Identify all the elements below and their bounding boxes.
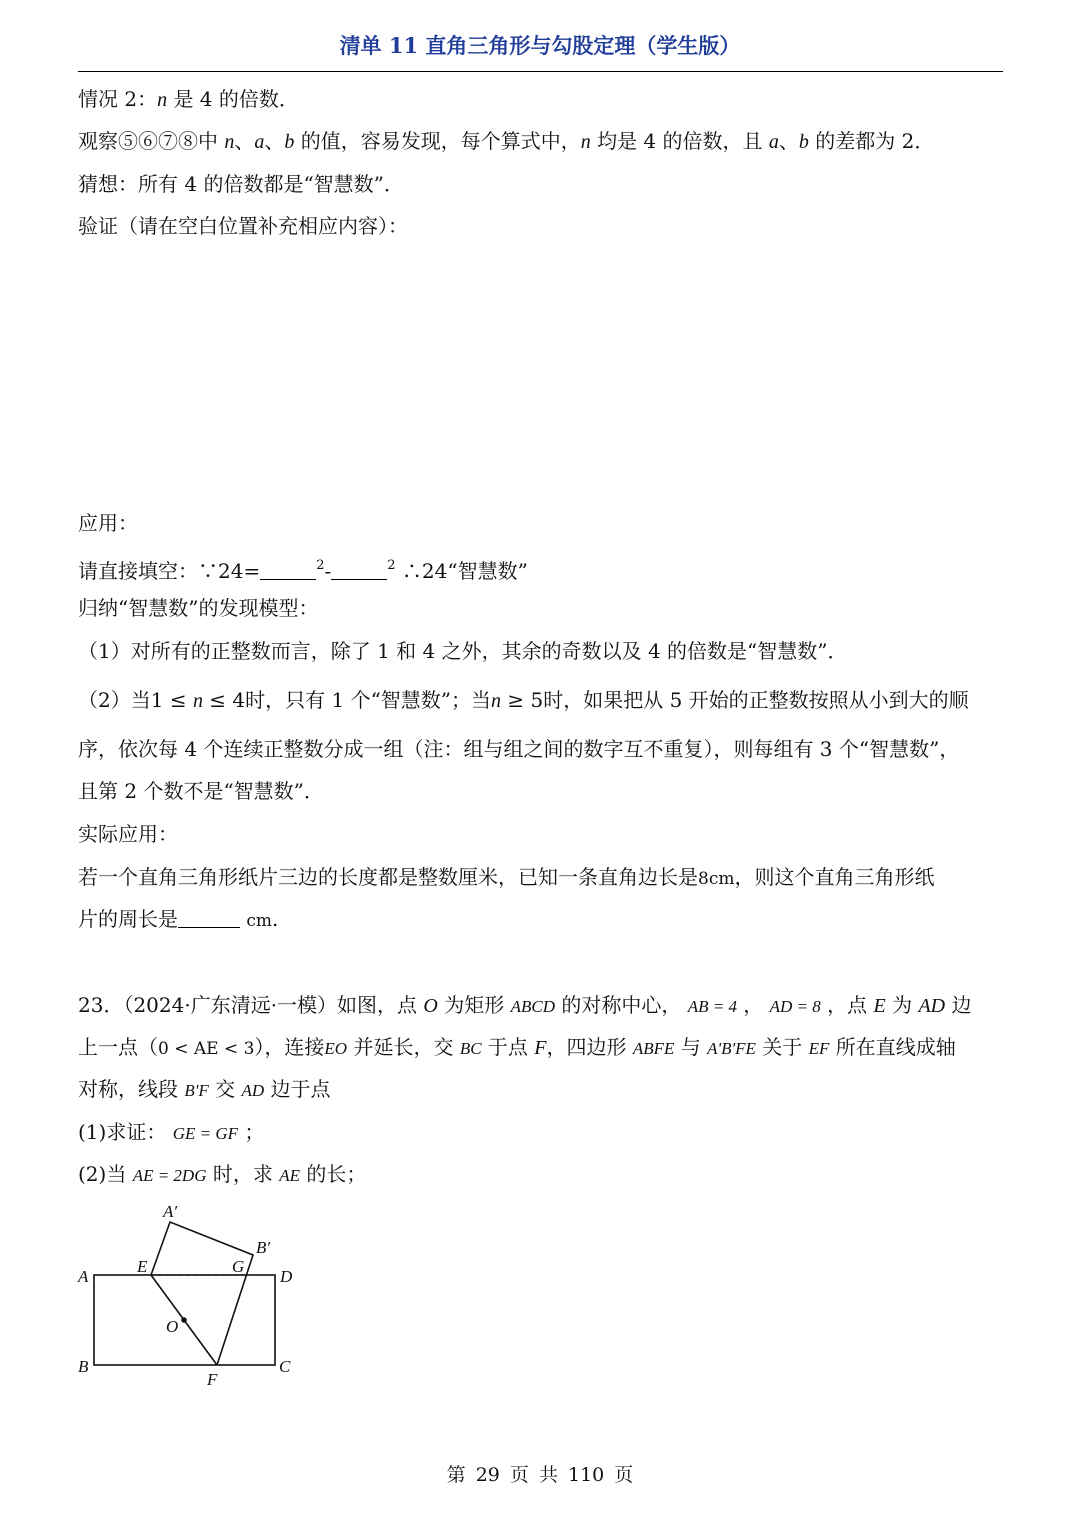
label-D: D [280, 1267, 293, 1286]
label-A-prime: A′ [163, 1202, 178, 1221]
q23-line3: 对称，线段 B'F 交 AD 边于点 [78, 1077, 331, 1101]
q23-line1: 23．（2024·广东清远·一模）如图，点 O 为矩形 ABCD 的对称中心， AB = 4 ， AD = 8 ，点 E 为 AD 边 [78, 993, 972, 1017]
header-rule [78, 71, 1003, 72]
center-point-O [181, 1317, 187, 1323]
practical-question-line1: 若一个直角三角形纸片三边的长度都是整数厘米，已知一条直角边长是8cm，则这个直角三角形纸 [78, 865, 935, 889]
model-item-1: （1）对所有的正整数而言，除了 1 和 4 之外，其余的奇数以及 4 的倍数是“智慧数”． [78, 639, 848, 663]
page-footer: 第 29 页 共 110 页 [446, 1464, 634, 1486]
model-item-2-line2: 序，依次每 4 个连续正整数分成一组（注：组与组之间的数字互不重复），则每组有 3 个“智慧数”， [78, 737, 960, 761]
answer-blank-2[interactable] [331, 559, 387, 580]
page-header: 清单 11 直角三角形与勾股定理（学生版） [339, 33, 741, 58]
application-heading: 应用： [78, 511, 138, 535]
q23-subquestion-1: (1)求证： GE = GF ； [78, 1120, 265, 1144]
label-O: O [166, 1317, 179, 1336]
label-F: F [207, 1370, 218, 1389]
label-G: G [232, 1257, 245, 1276]
practical-heading: 实际应用： [78, 822, 178, 846]
case2-line: 情况 2：n 是 4 的倍数． [78, 87, 299, 111]
conjecture-line: 猜想：所有 4 的倍数都是“智慧数”． [78, 172, 404, 196]
model-item-2-line1: （2）当1 ≤ n ≤ 4时，只有 1 个“智慧数”；当n ≥ 5时，如果把从 5 开始的正整数按照从小到大的顺 [78, 688, 969, 712]
answer-blank-1[interactable] [260, 559, 316, 580]
observe-line: 观察⑤⑥⑦⑧中 n、a、b 的值，容易发现，每个算式中，n 均是 4 的倍数，且 a、b 的差都为 2． [78, 129, 935, 153]
q23-line2: 上一点（0 < AE < 3），连接EO 并延长，交 BC 于点 F，四边形 ABFE 与 A'B'FE 关于 EF 所在直线成轴 [78, 1035, 956, 1059]
label-A: A [78, 1267, 89, 1286]
label-B-prime: B′ [256, 1238, 271, 1257]
geometry-figure [70, 1195, 310, 1395]
label-E: E [137, 1257, 148, 1276]
q23-subquestion-2: (2)当 AE = 2DG 时，求 AE 的长； [78, 1162, 367, 1186]
model-item-2-line3: 且第 2 个数不是“智慧数”． [78, 779, 324, 803]
label-B: B [78, 1357, 89, 1376]
verify-line: 验证（请在空白位置补充相应内容）： [78, 214, 408, 238]
model-heading: 归纳“智慧数”的发现模型： [78, 596, 319, 620]
practical-question-line2: 片的周长是 cm. [78, 907, 279, 931]
fill-blank-line: 请直接填空：∵24= $^2$- $^2$ ∴24“智慧数” [78, 558, 528, 583]
label-C: C [279, 1357, 291, 1376]
perimeter-answer-blank[interactable] [178, 907, 240, 928]
